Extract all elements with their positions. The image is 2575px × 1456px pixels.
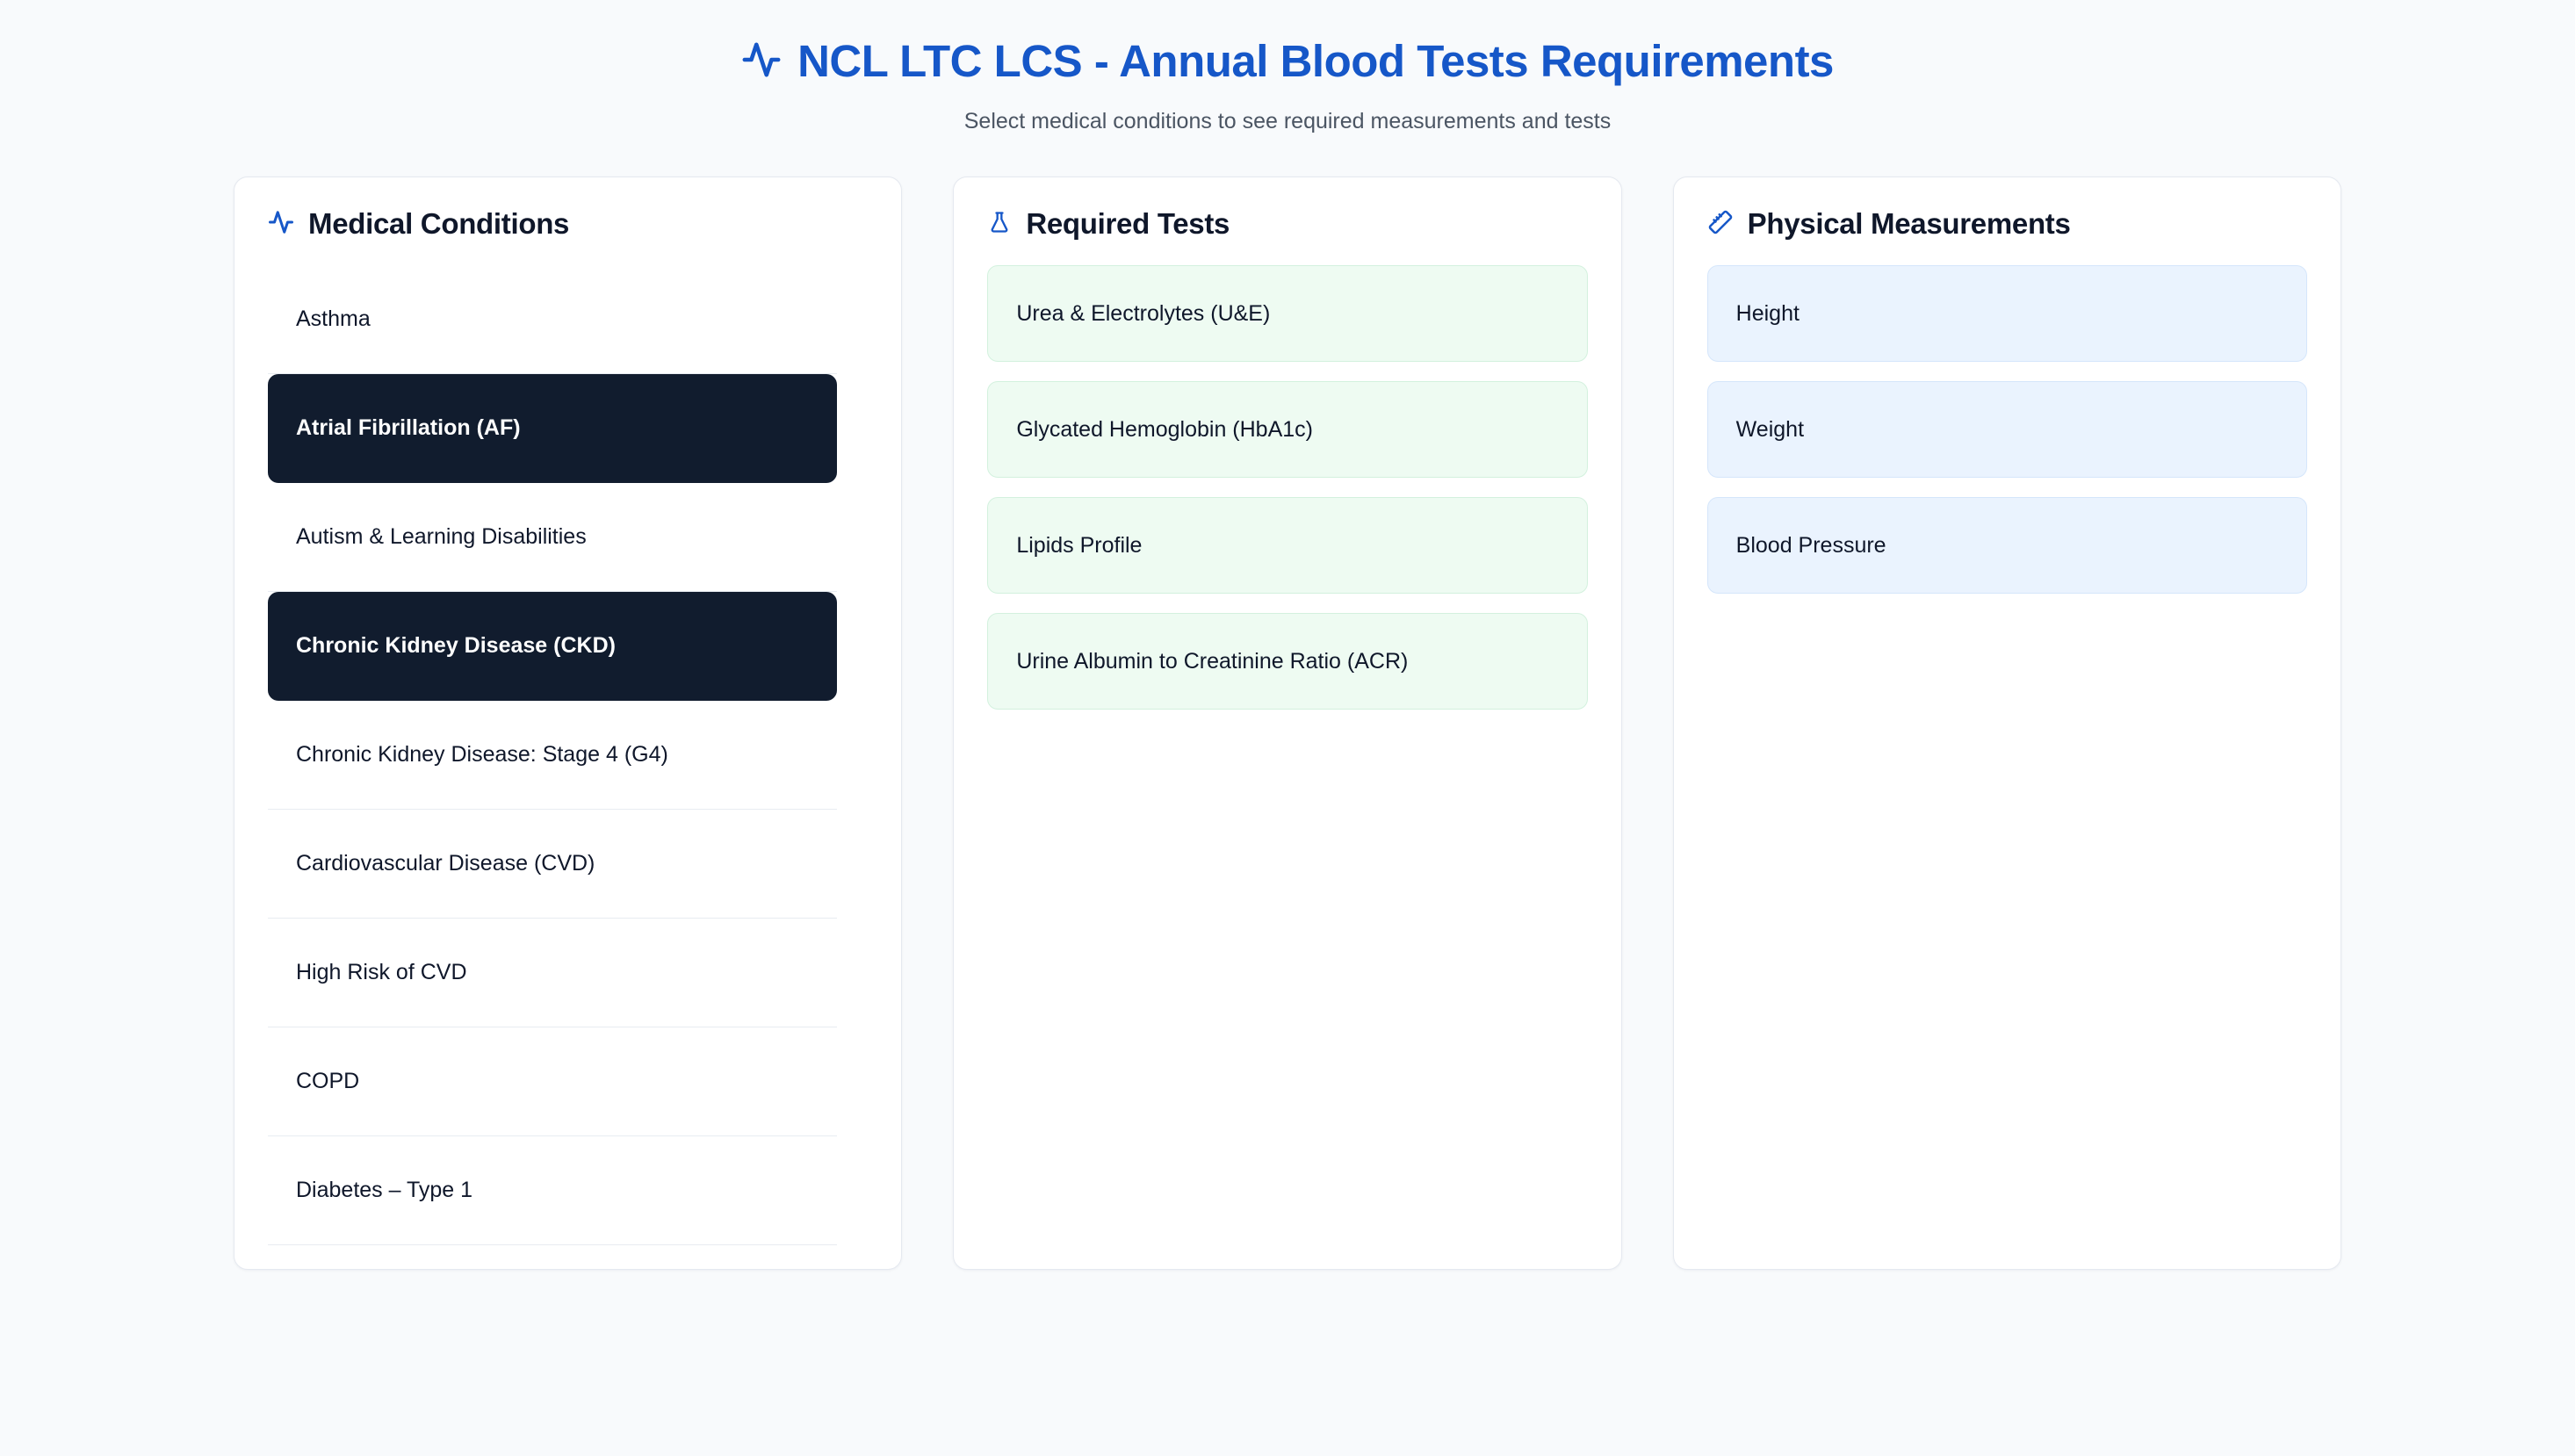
condition-label: Asthma bbox=[296, 306, 371, 332]
activity-pulse-icon bbox=[741, 40, 782, 84]
physical-measurements-panel bbox=[1673, 177, 2341, 1270]
measurement-label: Weight bbox=[1735, 416, 1805, 442]
condition-item-copd[interactable] bbox=[268, 1027, 837, 1136]
medical-conditions-panel bbox=[234, 177, 902, 1270]
measurements-list bbox=[1707, 265, 2307, 594]
test-label: Lipids Profile bbox=[1016, 532, 1143, 558]
condition-item-high-risk-of-cvd[interactable] bbox=[268, 919, 837, 1027]
condition-item-ckd-stage-4[interactable] bbox=[268, 701, 837, 810]
test-item-hba1c bbox=[987, 381, 1587, 478]
condition-label: Autism & Learning Disabilities bbox=[296, 524, 587, 550]
measurement-label: Height bbox=[1735, 300, 1800, 326]
condition-label: Diabetes – Type 1 bbox=[296, 1178, 473, 1203]
condition-label: Cardiovascular Disease (CVD) bbox=[296, 851, 595, 876]
test-label: Urine Albumin to Creatinine Ratio (ACR) bbox=[1016, 648, 1409, 674]
panels-row bbox=[0, 177, 2575, 1270]
condition-item-diabetes-type-1[interactable] bbox=[268, 1136, 837, 1245]
tests-list bbox=[987, 265, 1587, 710]
page-header bbox=[0, 0, 2575, 134]
test-item-acr bbox=[987, 613, 1587, 710]
test-item-uande bbox=[987, 265, 1587, 362]
measurement-item-blood-pressure bbox=[1707, 497, 2307, 594]
ruler-icon bbox=[1707, 209, 1734, 240]
condition-label: Chronic Kidney Disease: Stage 4 (G4) bbox=[296, 742, 668, 768]
test-label: Urea & Electrolytes (U&E) bbox=[1016, 300, 1271, 326]
conditions-list[interactable] bbox=[234, 265, 901, 1258]
condition-label: Chronic Kidney Disease (CKD) bbox=[296, 633, 616, 659]
page-title: NCL LTC LCS - Annual Blood Tests Requirements bbox=[797, 36, 1834, 86]
condition-item-chronic-kidney-disease[interactable] bbox=[268, 592, 837, 701]
condition-label: COPD bbox=[296, 1069, 360, 1094]
title-row bbox=[0, 37, 2575, 86]
condition-item-asthma[interactable] bbox=[268, 265, 837, 374]
medical-conditions-header bbox=[268, 207, 868, 241]
measurement-label: Blood Pressure bbox=[1735, 532, 1886, 558]
activity-pulse-icon bbox=[268, 209, 294, 240]
condition-label: Atrial Fibrillation (AF) bbox=[296, 415, 521, 441]
condition-item-atrial-fibrillation[interactable] bbox=[268, 374, 837, 483]
test-item-lipids-profile bbox=[987, 497, 1587, 594]
measurement-item-weight bbox=[1707, 381, 2307, 478]
flask-icon bbox=[987, 209, 1012, 240]
required-tests-panel bbox=[953, 177, 1621, 1270]
condition-item-autism-learning-disabilities[interactable] bbox=[268, 483, 837, 592]
test-label: Glycated Hemoglobin (HbA1c) bbox=[1016, 416, 1313, 442]
panel-title: Physical Measurements bbox=[1747, 207, 2071, 241]
condition-item-cardiovascular-disease[interactable] bbox=[268, 810, 837, 919]
required-tests-header bbox=[987, 207, 1587, 241]
measurement-item-height bbox=[1707, 265, 2307, 362]
panel-title: Required Tests bbox=[1026, 207, 1230, 241]
page-subtitle: Select medical conditions to see required measurements and tests bbox=[963, 109, 1612, 134]
panel-title: Medical Conditions bbox=[308, 207, 570, 241]
condition-label: High Risk of CVD bbox=[296, 960, 467, 985]
physical-measurements-header bbox=[1707, 207, 2307, 241]
